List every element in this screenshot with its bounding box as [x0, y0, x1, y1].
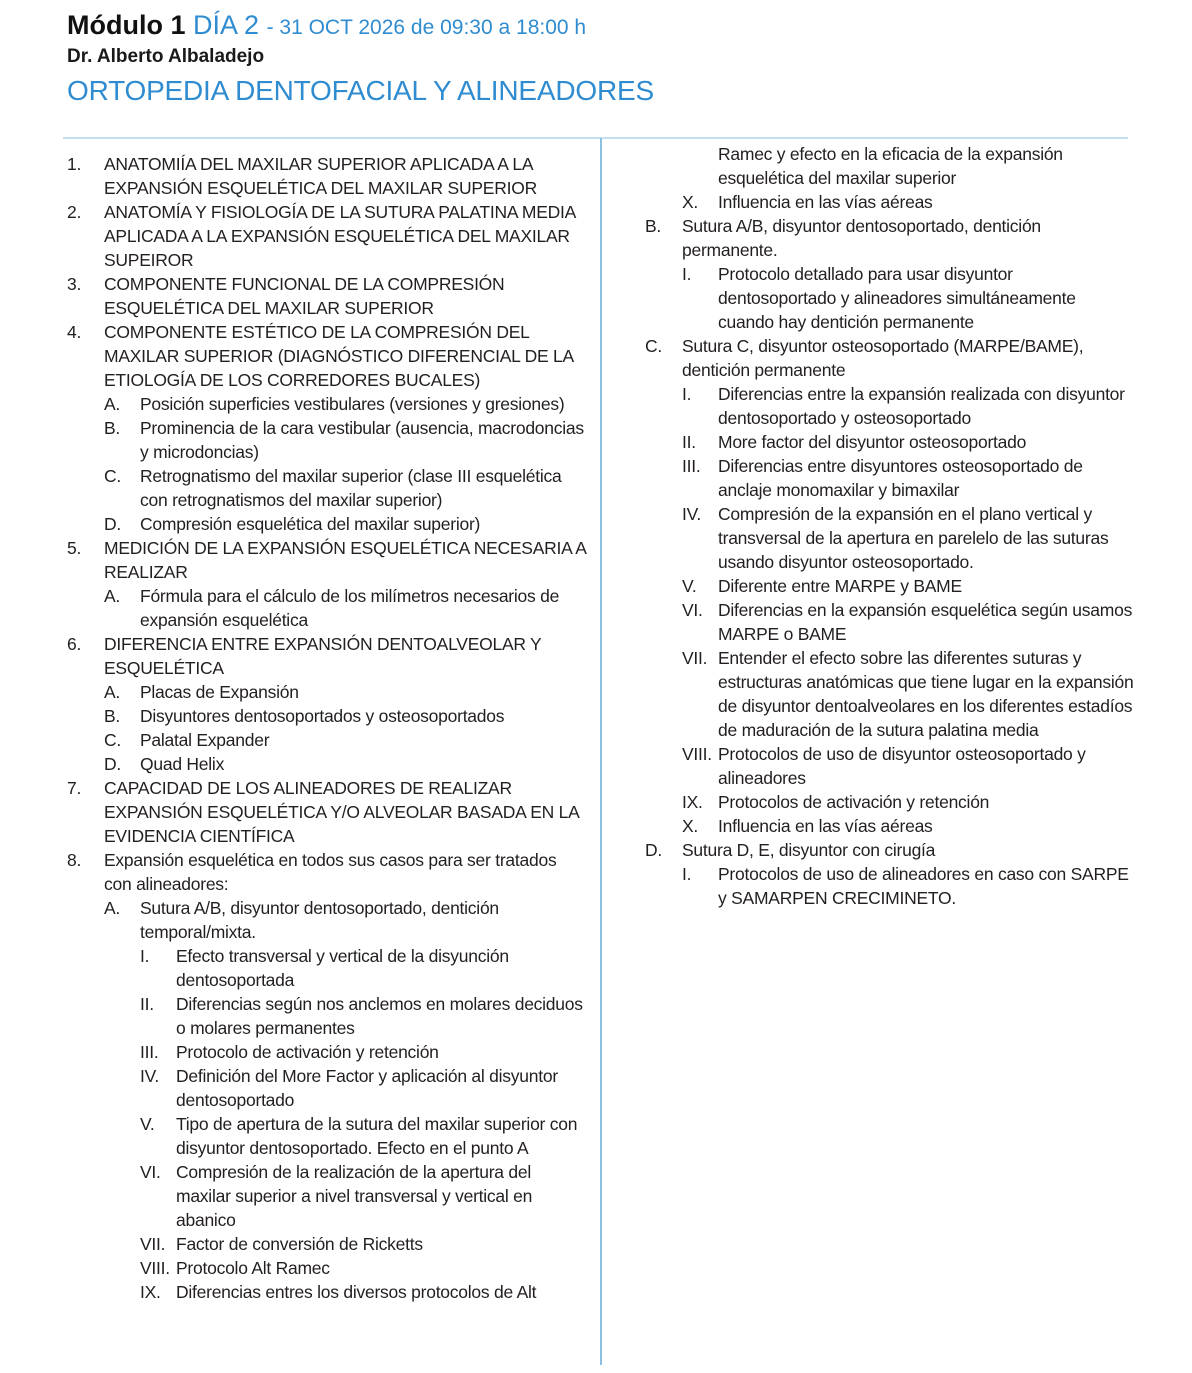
- item-number: II.: [682, 432, 696, 452]
- item-number: B.: [104, 418, 121, 438]
- syllabus-item: [67, 944, 587, 992]
- item-text: Entender el efecto sobre las diferentes suturas y estructuras anatómicas que tiene lugar en la expansión de disyuntor dentoalveolares en los diferentes estadíos de maduración de la sutura palatina media: [718, 648, 1134, 740]
- item-text: Protocolos de uso de alineadores en caso con SARPE y SAMARPEN CRECIMINETO.: [718, 864, 1129, 908]
- item-text: Compresión esquelética del maxilar superior): [140, 514, 481, 534]
- syllabus-item: [67, 512, 587, 536]
- item-number: X.: [682, 816, 699, 836]
- syllabus-item: [67, 776, 587, 848]
- syllabus-item: [67, 1040, 587, 1064]
- item-number: IX.: [682, 792, 703, 812]
- item-number: III.: [140, 1042, 159, 1062]
- syllabus-item: [67, 392, 587, 416]
- syllabus-item: [67, 848, 587, 896]
- item-number: I.: [140, 946, 150, 966]
- item-text: Compresión de la realización de la apertura del maxilar superior a nivel transversal y vertical en abanico: [176, 1162, 533, 1230]
- item-text: Sutura A/B, disyuntor dentosoportado, dentición permanente.: [682, 216, 1041, 260]
- item-text: Factor de conversión de Ricketts: [176, 1234, 423, 1254]
- item-number: B.: [104, 706, 121, 726]
- item-text: More factor del disyuntor osteosoportado: [718, 432, 1027, 452]
- syllabus-item: [645, 502, 1135, 574]
- module-heading: [67, 8, 1127, 45]
- syllabus-item: [67, 1160, 587, 1232]
- syllabus-item: [67, 200, 587, 272]
- item-number: VII.: [682, 648, 708, 668]
- syllabus-item: [67, 536, 587, 584]
- syllabus-item: [67, 1280, 587, 1304]
- item-number: 2.: [67, 202, 82, 222]
- item-text: MEDICIÓN DE LA EXPANSIÓN ESQUELÉTICA NECESARIA A REALIZAR: [104, 538, 586, 582]
- item-text: Diferencias entre la expansión realizada con disyuntor dentosoportado y osteosoportado: [718, 384, 1125, 428]
- item-number: VI.: [682, 600, 703, 620]
- syllabus-item: [645, 598, 1135, 646]
- syllabus-item: [67, 752, 587, 776]
- syllabus-item: [645, 838, 1135, 862]
- item-text: Retrognatismo del maxilar superior (clase III esquelética con retrognatismos del maxilar superior): [140, 466, 562, 510]
- item-text: Protocolo detallado para usar disyuntor dentosoportado y alineadores simultáneamente cuando hay dentición permanente: [718, 264, 1076, 332]
- item-text: Prominencia de la cara vestibular (ausencia, macrodoncias y microdoncias): [140, 418, 584, 462]
- item-number: VIII.: [682, 744, 712, 764]
- item-number: A.: [104, 394, 121, 414]
- item-text: Sutura A/B, disyuntor dentosoportado, dentición temporal/mixta.: [140, 898, 499, 942]
- syllabus-item: [645, 190, 1135, 214]
- item-number: I.: [682, 864, 692, 884]
- syllabus-left-column: [67, 152, 587, 1304]
- item-number: C.: [645, 336, 662, 356]
- syllabus-item: [67, 704, 587, 728]
- item-text: Diferente entre MARPE y BAME: [718, 576, 962, 596]
- syllabus-item: [67, 728, 587, 752]
- item-number: 3.: [67, 274, 82, 294]
- syllabus-item: [67, 992, 587, 1040]
- day-label: DÍA 2: [193, 10, 260, 40]
- item-text: Tipo de apertura de la sutura del maxilar superior con disyuntor dentosoportado. Efecto en el punto A: [176, 1114, 578, 1158]
- syllabus-item: [67, 272, 587, 320]
- syllabus-item: [67, 1232, 587, 1256]
- item-text: Protocolos de uso de disyuntor osteosoportado y alineadores: [718, 744, 1086, 788]
- item-text: Placas de Expansión: [140, 682, 299, 702]
- syllabus-item: [645, 430, 1135, 454]
- item-text: Diferencias entre disyuntores osteosoportado de anclaje monomaxilar y bimaxilar: [718, 456, 1083, 500]
- item-text: CAPACIDAD DE LOS ALINEADORES DE REALIZAR EXPANSIÓN ESQUELÉTICA Y/O ALVEOLAR BASADA EN LA EVIDENCIA CIENTÍFICA: [104, 778, 579, 846]
- item-number: 7.: [67, 778, 82, 798]
- item-text: Protocolo de activación y retención: [176, 1042, 439, 1062]
- syllabus-item: [67, 1256, 587, 1280]
- item-text: Definición del More Factor y aplicación al disyuntor dentosoportado: [176, 1066, 558, 1110]
- column-divider: [600, 138, 602, 1365]
- item-number: B.: [645, 216, 662, 236]
- item-text: Influencia en las vías aéreas: [718, 192, 933, 212]
- item-text: DIFERENCIA ENTRE EXPANSIÓN DENTOALVEOLAR Y ESQUELÉTICA: [104, 634, 542, 678]
- syllabus-item: [645, 454, 1135, 502]
- item-number: IV.: [682, 504, 702, 524]
- syllabus-item: [67, 896, 587, 944]
- syllabus-item: [67, 152, 587, 200]
- item-text: COMPONENTE FUNCIONAL DE LA COMPRESIÓN ESQUELÉTICA DEL MAXILAR SUPERIOR: [104, 274, 505, 318]
- syllabus-item: [67, 680, 587, 704]
- header-divider: [63, 137, 1128, 139]
- item-text: Ramec y efecto en la eficacia de la expansión esquelética del maxilar superior: [718, 144, 1063, 188]
- item-text: Efecto transversal y vertical de la disyunción dentosoportada: [176, 946, 509, 990]
- item-text: ANATOMIÍA DEL MAXILAR SUPERIOR APLICADA A LA EXPANSIÓN ESQUELÉTICA DEL MAXILAR SUPERIOR: [104, 154, 537, 198]
- item-number: V.: [682, 576, 697, 596]
- item-number: IX.: [140, 1282, 161, 1302]
- item-number: 1.: [67, 154, 82, 174]
- syllabus-item: [645, 574, 1135, 598]
- item-text: Sutura D, E, disyuntor con cirugía: [682, 840, 936, 860]
- item-text: Diferencias según nos anclemos en molares deciduos o molares permanentes: [176, 994, 583, 1038]
- syllabus-item: [645, 382, 1135, 430]
- item-text: Diferencias en la expansión esquelética según usamos MARPE o BAME: [718, 600, 1133, 644]
- item-text: Palatal Expander: [140, 730, 270, 750]
- syllabus-item: [645, 646, 1135, 742]
- item-text: ANATOMÍA Y FISIOLOGÍA DE LA SUTURA PALATINA MEDIA APLICADA A LA EXPANSIÓN ESQUELÉTICA DEL MAXILAR SUPEIROR: [104, 202, 576, 270]
- item-number: A.: [104, 898, 121, 918]
- item-text: Protocolos de activación y retención: [718, 792, 990, 812]
- syllabus-item: [67, 584, 587, 632]
- item-number: 8.: [67, 850, 82, 870]
- item-text: Compresión de la expansión en el plano vertical y transversal de la apertura en parelelo de las suturas usando disyuntor osteosoportado.: [718, 504, 1109, 572]
- item-text: Diferencias entres los diversos protocolos de Alt: [176, 1282, 537, 1302]
- syllabus-item: [645, 814, 1135, 838]
- item-text: Protocolo Alt Ramec: [176, 1258, 330, 1278]
- syllabus-item: [67, 416, 587, 464]
- item-number: 4.: [67, 322, 82, 342]
- item-text: Posición superficies vestibulares (versiones y gresiones): [140, 394, 565, 414]
- item-text: Expansión esquelética en todos sus casos para ser tratados con alineadores:: [104, 850, 557, 894]
- item-number: 6.: [67, 634, 82, 654]
- syllabus-item: [67, 320, 587, 392]
- item-number: C.: [104, 730, 121, 750]
- syllabus-item: [645, 262, 1135, 334]
- syllabus-item: [645, 214, 1135, 262]
- syllabus-item: [67, 1064, 587, 1112]
- syllabus-item: [67, 1112, 587, 1160]
- date-label: - 31 OCT 2026 de 09:30 a 18:00 h: [266, 16, 587, 39]
- item-number: A.: [104, 682, 121, 702]
- syllabus-item: [645, 862, 1135, 910]
- syllabus-item: [645, 742, 1135, 790]
- syllabus-item: [645, 790, 1135, 814]
- syllabus-item: [67, 464, 587, 512]
- item-number: VI.: [140, 1162, 161, 1182]
- item-text: Fórmula para el cálculo de los milímetros necesarios de expansión esquelética: [140, 586, 560, 630]
- syllabus-item: [645, 142, 1135, 190]
- item-text: Quad Helix: [140, 754, 225, 774]
- item-text: Disyuntores dentosoportados y osteosoportados: [140, 706, 505, 726]
- doctor-name: Dr. Alberto Albaladejo: [67, 46, 265, 67]
- item-text: COMPONENTE ESTÉTICO DE LA COMPRESIÓN DEL MAXILAR SUPERIOR (DIAGNÓSTICO DIFERENCIAL DE LA ETIOLOGÍA DE LOS CORREDORES BUCALES): [104, 322, 573, 390]
- page-header: [67, 8, 1127, 109]
- item-number: A.: [104, 586, 121, 606]
- item-text: Sutura C, disyuntor osteosoportado (MARPE/BAME), dentición permanente: [682, 336, 1084, 380]
- item-number: D.: [104, 514, 121, 534]
- item-number: VIII.: [140, 1258, 170, 1278]
- item-number: I.: [682, 264, 692, 284]
- syllabus-right-column: [645, 142, 1135, 910]
- course-title: ORTOPEDIA DENTOFACIAL Y ALINEADORES: [67, 75, 654, 106]
- item-number: II.: [140, 994, 154, 1014]
- syllabus-item: [645, 334, 1135, 382]
- item-number: IV.: [140, 1066, 160, 1086]
- module-label: Módulo 1: [67, 10, 186, 40]
- item-number: D.: [645, 840, 662, 860]
- item-number: VII.: [140, 1234, 166, 1254]
- item-number: III.: [682, 456, 701, 476]
- item-text: Influencia en las vías aéreas: [718, 816, 933, 836]
- syllabus-item: [67, 632, 587, 680]
- item-number: I.: [682, 384, 692, 404]
- item-number: X.: [682, 192, 699, 212]
- item-number: D.: [104, 754, 121, 774]
- item-number: V.: [140, 1114, 155, 1134]
- item-number: 5.: [67, 538, 82, 558]
- item-number: C.: [104, 466, 121, 486]
